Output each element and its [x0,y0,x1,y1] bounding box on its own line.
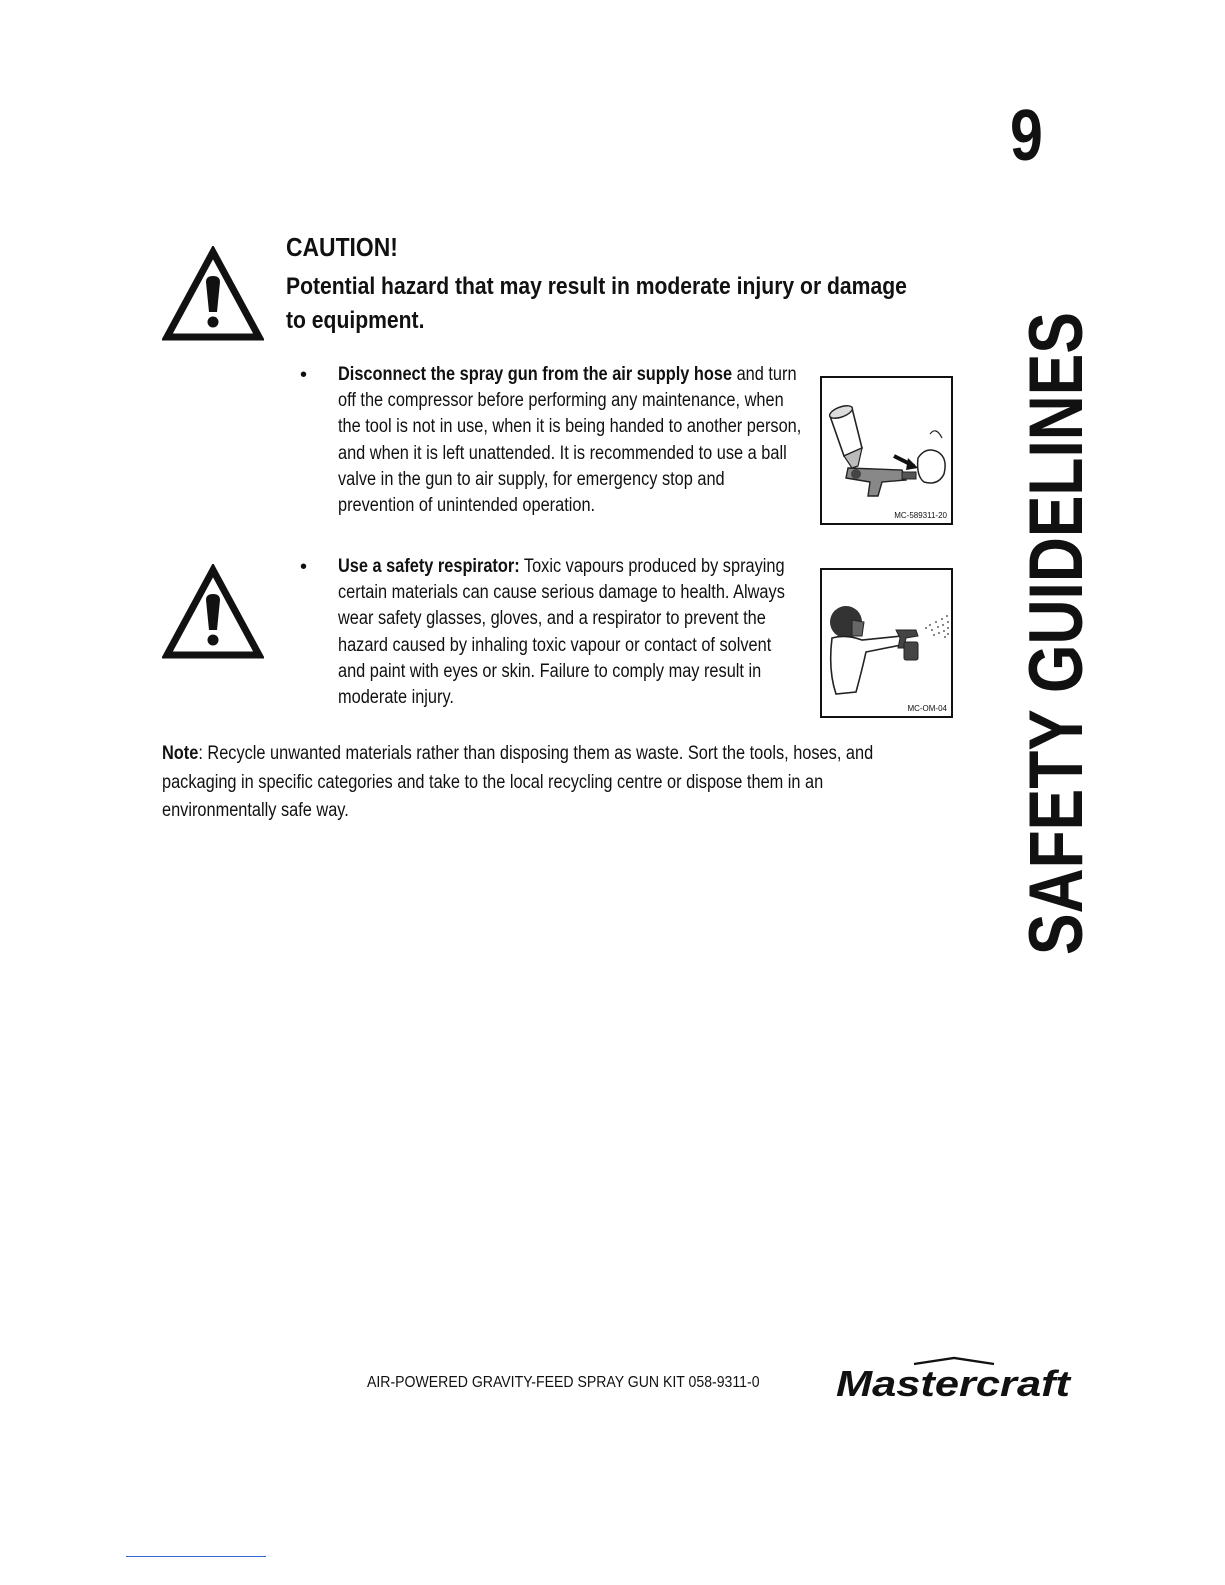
note-text: : Recycle unwanted materials rather than disposing them as waste. Sort the tools, hoses, and packaging in specific categories and take to the local recycling centre or dispose them in an environmentally safe way. [162,743,874,821]
bullet-marker: • [300,556,308,578]
figure-code: MC-589311-20 [894,511,947,520]
link-underline [126,1556,266,1557]
mastercraft-logo [834,1356,1074,1407]
section-tab-label: SAFETY GUIDELINES [1014,312,1099,955]
respirator-spraying-illustration-icon [822,570,951,704]
caution-title: CAUTION! [286,232,398,262]
footer-product-name: AIR-POWERED GRAVITY-FEED SPRAY GUN KIT 058-9311-0 [367,1374,760,1391]
note-label: Note [162,743,199,764]
disconnect-hose-illustration-icon [822,378,951,511]
bullet-disconnect-hose [338,362,802,519]
figure-code: MC-OM-04 [907,704,947,713]
figure-disconnect-hose [820,376,953,525]
bullet-safety-respirator [338,554,802,711]
warning-triangle-icon [162,246,264,342]
figure-safety-respirator [820,568,953,718]
warning-triangle-icon [162,564,264,660]
caution-description: Potential hazard that may result in moderate injury or damage to equipment. [286,273,907,334]
bullet-body-text: and turn off the compressor before performing any maintenance, when the tool is not in use, when it is being handed to another person, and when it is left unattended. It is recommended to use a ball valve in the gun to air supply, for emergency stop and prevention of unintended operation. [338,364,802,517]
svg-text:Mastercraft: Mastercraft [836,1363,1073,1402]
bullet-bold-text: Use a safety respirator: [338,556,520,577]
bullet-marker: • [300,364,308,386]
note-paragraph [162,740,936,826]
bullet-body-text: Toxic vapours produced by spraying certain materials can cause serious damage to health. Always wear safety glasses, gloves, and a respirator to prevent the hazard caused by inhaling toxic vapour or contact of solvent and paint with eyes or skin. Failure to comply may result in moderate injury. [338,556,785,709]
bullet-bold-text: Disconnect the spray gun from the air supply hose [338,364,733,385]
page-number: 9 [1010,96,1043,176]
